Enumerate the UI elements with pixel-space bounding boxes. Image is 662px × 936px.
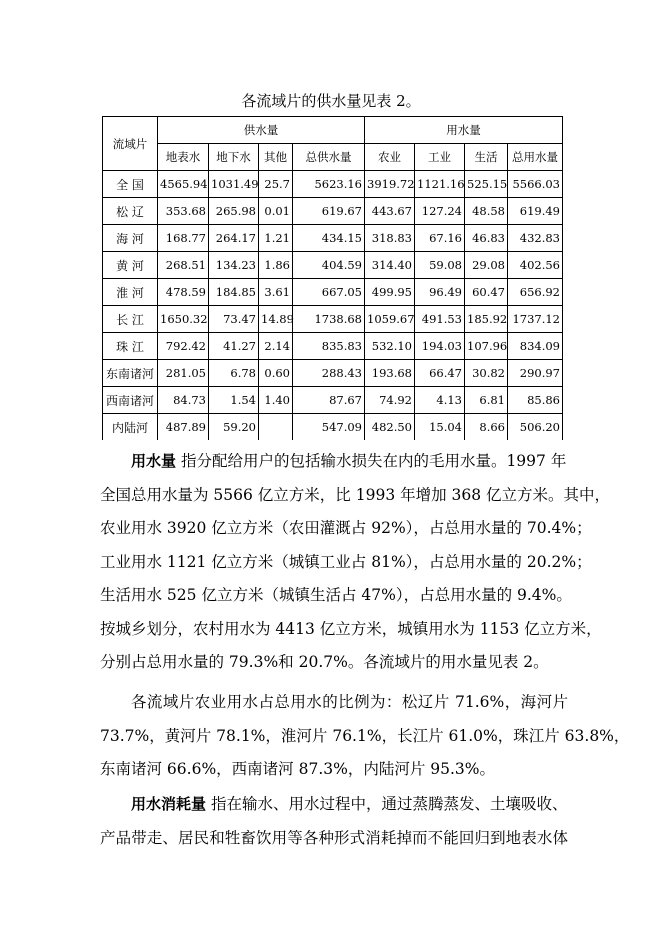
- header-industry: 工业: [415, 144, 465, 171]
- value-cell: 1031.49: [209, 171, 259, 198]
- value-cell: 127.24: [415, 198, 465, 225]
- value-cell: 4565.94: [158, 171, 209, 198]
- paragraph-line: 工业用水 1121 亿立方米（城镇工业占 81%），占总用水量的 20.2%；: [100, 552, 592, 571]
- region-cell: 黄 河: [103, 252, 158, 279]
- header-total-use: 总用水量: [508, 144, 563, 171]
- table-caption: 各流域片的供水量见表 2。: [241, 92, 421, 110]
- header-other: 其他: [259, 144, 293, 171]
- value-cell: 290.97: [508, 360, 563, 387]
- value-cell: 792.42: [158, 333, 209, 360]
- term-water-use: 用水量: [131, 452, 177, 470]
- table-row: [103, 279, 563, 306]
- value-cell: 487.89: [158, 414, 209, 441]
- value-cell: 314.40: [365, 252, 415, 279]
- paragraph-line: 产品带走、居民和牲畜饮用等各种形式消耗掉而不能回归到地表水体: [100, 828, 568, 847]
- value-cell: 41.27: [209, 333, 259, 360]
- value-cell: 25.7: [259, 171, 293, 198]
- header-groundwater: 地下水: [209, 144, 259, 171]
- value-cell: 0.60: [259, 360, 293, 387]
- value-cell: 8.66: [465, 414, 508, 441]
- value-cell: 29.08: [465, 252, 508, 279]
- value-cell: 30.82: [465, 360, 508, 387]
- table-row: [103, 306, 563, 333]
- header-group-use: 用水量: [365, 117, 563, 144]
- region-cell: 全 国: [103, 171, 158, 198]
- value-cell: 491.53: [415, 306, 465, 333]
- region-cell: 长 江: [103, 306, 158, 333]
- value-cell: 1.40: [259, 387, 293, 414]
- value-cell: 15.04: [415, 414, 465, 441]
- paragraph-agri-share: [100, 686, 630, 787]
- value-cell: 66.47: [415, 360, 465, 387]
- table-row: [103, 198, 563, 225]
- value-cell: 265.98: [209, 198, 259, 225]
- value-cell: 3.61: [259, 279, 293, 306]
- value-cell: 1738.68: [293, 306, 365, 333]
- paragraph-line: [100, 788, 568, 822]
- value-cell: 318.83: [365, 225, 415, 252]
- value-cell: 667.05: [293, 279, 365, 306]
- value-cell: [259, 414, 293, 441]
- value-cell: 443.67: [365, 198, 415, 225]
- header-total-supply: 总供水量: [293, 144, 365, 171]
- value-cell: 835.83: [293, 333, 365, 360]
- value-cell: 107.96: [465, 333, 508, 360]
- value-cell: 499.95: [365, 279, 415, 306]
- value-cell: 0.01: [259, 198, 293, 225]
- term-consumption: 用水消耗量: [131, 795, 207, 813]
- value-cell: 168.77: [158, 225, 209, 252]
- value-cell: 547.09: [293, 414, 365, 441]
- value-cell: 6.81: [465, 387, 508, 414]
- value-cell: 3919.72: [365, 171, 415, 198]
- paragraph-line: 全国总用水量为 5566 亿立方米，比 1993 年增加 368 亿立方米。其中，: [100, 485, 611, 504]
- value-cell: 434.15: [293, 225, 365, 252]
- region-cell: 珠 江: [103, 333, 158, 360]
- region-cell: 西南诸河: [103, 387, 158, 414]
- table-row: [103, 333, 563, 360]
- value-cell: 4.13: [415, 387, 465, 414]
- value-cell: 264.17: [209, 225, 259, 252]
- paragraph-line: 农业用水 3920 亿立方米（农田灌溉占 92%），占总用水量的 70.4%；: [100, 519, 592, 537]
- value-cell: 184.85: [209, 279, 259, 306]
- value-cell: 48.58: [465, 198, 508, 225]
- paragraph-text: 指分配给用户的包括输水损失在内的毛用水量。1997 年: [176, 452, 567, 470]
- value-cell: 656.92: [508, 279, 563, 306]
- header-agriculture: 农业: [365, 144, 415, 171]
- paragraph-line: [100, 445, 568, 479]
- value-cell: 1059.67: [365, 306, 415, 333]
- value-cell: 96.49: [415, 279, 465, 306]
- region-cell: 松 辽: [103, 198, 158, 225]
- value-cell: 834.09: [508, 333, 563, 360]
- value-cell: 525.15: [465, 171, 508, 198]
- value-cell: 5566.03: [508, 171, 563, 198]
- water-supply-use-table: [102, 116, 563, 440]
- value-cell: 478.59: [158, 279, 209, 306]
- value-cell: 14.89: [259, 306, 293, 333]
- value-cell: 84.73: [158, 387, 209, 414]
- paragraph-text: 指在输水、用水过程中，通过蒸腾蒸发、土壤吸收、: [206, 795, 568, 813]
- value-cell: 194.03: [415, 333, 465, 360]
- value-cell: 402.56: [508, 252, 563, 279]
- region-cell: 淮 河: [103, 279, 158, 306]
- value-cell: 2.14: [259, 333, 293, 360]
- paragraph-consumption: [100, 788, 568, 855]
- value-cell: 353.68: [158, 198, 209, 225]
- region-cell: 海 河: [103, 225, 158, 252]
- value-cell: 73.47: [209, 306, 259, 333]
- value-cell: 619.67: [293, 198, 365, 225]
- paragraph-line: 按城乡划分，农村用水为 4413 亿立方米，城镇用水为 1153 亿立方米，: [100, 619, 602, 638]
- region-cell: 内陆河: [103, 414, 158, 441]
- table-row: [103, 360, 563, 387]
- value-cell: 268.51: [158, 252, 209, 279]
- paragraph-water-use: [100, 445, 611, 680]
- value-cell: 60.47: [465, 279, 508, 306]
- header-group-supply: 供水量: [158, 117, 365, 144]
- value-cell: 619.49: [508, 198, 563, 225]
- value-cell: 193.68: [365, 360, 415, 387]
- paragraph-line: 东南诸河 66.6%，西南诸河 87.3%，内陆河片 95.3%。: [100, 760, 496, 778]
- value-cell: 1121.16: [415, 171, 465, 198]
- value-cell: 1.86: [259, 252, 293, 279]
- value-cell: 59.08: [415, 252, 465, 279]
- value-cell: 1.21: [259, 225, 293, 252]
- table-row: [103, 252, 563, 279]
- paragraph-line: 各流域片农业用水占总用水的比例为：松辽片 71.6%，海河片: [131, 693, 568, 711]
- value-cell: 6.78: [209, 360, 259, 387]
- value-cell: 532.10: [365, 333, 415, 360]
- paragraph-line: 生活用水 525 亿立方米（城镇生活占 47%），占总用水量的 9.4%。: [100, 586, 572, 604]
- table-row: [103, 414, 563, 441]
- value-cell: 1650.32: [158, 306, 209, 333]
- value-cell: 1.54: [209, 387, 259, 414]
- value-cell: 185.92: [465, 306, 508, 333]
- value-cell: 1737.12: [508, 306, 563, 333]
- value-cell: 85.86: [508, 387, 563, 414]
- header-region: 流域片: [103, 117, 158, 171]
- value-cell: 506.20: [508, 414, 563, 441]
- table-row: [103, 387, 563, 414]
- value-cell: 46.83: [465, 225, 508, 252]
- value-cell: 59.20: [209, 414, 259, 441]
- header-surface-water: 地表水: [158, 144, 209, 171]
- value-cell: 404.59: [293, 252, 365, 279]
- header-domestic: 生活: [465, 144, 508, 171]
- paragraph-line: 73.7%，黄河片 78.1%，淮河片 76.1%，长江片 61.0%，珠江片 63.8%，: [100, 726, 630, 745]
- table-row: [103, 225, 563, 252]
- value-cell: 74.92: [365, 387, 415, 414]
- table-row: [103, 171, 563, 198]
- value-cell: 134.23: [209, 252, 259, 279]
- value-cell: 67.16: [415, 225, 465, 252]
- value-cell: 482.50: [365, 414, 415, 441]
- paragraph-line: 分别占总用水量的 79.3%和 20.7%。各流域片的用水量见表 2。: [100, 653, 549, 671]
- value-cell: 432.83: [508, 225, 563, 252]
- value-cell: 288.43: [293, 360, 365, 387]
- region-cell: 东南诸河: [103, 360, 158, 387]
- value-cell: 87.67: [293, 387, 365, 414]
- value-cell: 5623.16: [293, 171, 365, 198]
- value-cell: 281.05: [158, 360, 209, 387]
